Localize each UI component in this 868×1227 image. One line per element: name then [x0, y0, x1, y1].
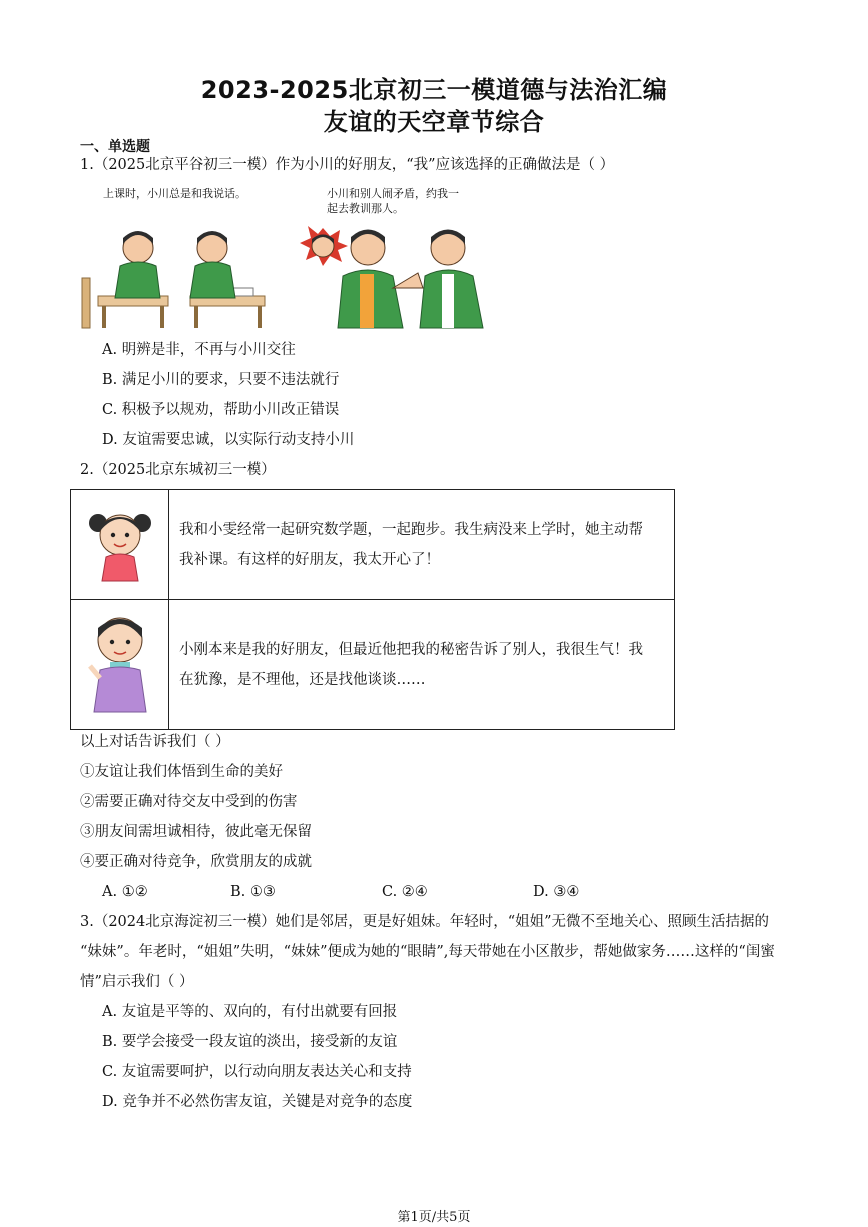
q3-option-c: C. 友谊需要呵护，以行动向朋友表达关心和支持 [102, 1064, 412, 1080]
q1-caption-left: 上课时，小川总是和我说话。 [103, 187, 246, 200]
q1-option-a: A. 明辨是非，不再与小川交往 [102, 342, 296, 358]
q2-choice-a: A. ①② [102, 884, 148, 900]
boy-avatar-icon [82, 608, 158, 718]
q2-item-1: ①友谊让我们体悟到生命的美好 [80, 764, 283, 780]
q2-item-3: ③朋友间需坦诚相待，彼此毫无保留 [80, 824, 312, 840]
girl-avatar-cell [71, 490, 169, 600]
question-3-line2: “妹妹”。年老时，“姐姐”失明，“妹妹”便成为她的“眼睛”,每天带她在小区散步，帮她做家务……这样的“闺蜜 [80, 944, 775, 960]
dialog-table [70, 489, 675, 730]
question-3-line1: 3.（2024北京海淀初三一模）她们是邻居，更是好姐妹。年轻时，“姐姐”无微不至地关心、照顾生活拮据的 [80, 914, 770, 930]
q3-option-d: D. 竞争并不必然伤害友谊，关键是对竞争的态度 [102, 1094, 413, 1110]
dialog-row-boy [71, 600, 675, 730]
q1-option-b: B. 满足小川的要求，只要不违法就行 [102, 372, 340, 388]
q3-option-b: B. 要学会接受一段友谊的淡出，接受新的友谊 [102, 1034, 398, 1050]
question-2-stem: 2.（2025北京东城初三一模） [80, 462, 276, 478]
page-number: 第1页/共5页 [397, 1210, 471, 1225]
q2-choice-c: C. ②④ [382, 884, 428, 900]
conflict-illustration [298, 218, 493, 330]
q1-caption-right-2: 起去教训那人。 [327, 202, 404, 215]
girl-dialog-line1: 我和小雯经常一起研究数学题，一起跑步。我生病没来上学时，她主动帮 [179, 521, 643, 538]
q3-option-a: A. 友谊是平等的、双向的，有付出就要有回报 [102, 1004, 398, 1020]
document-title-line2: 友谊的天空章节综合 [323, 108, 545, 136]
boy-dialog-line2: 在犹豫，是不理他，还是找他谈谈…… [179, 671, 426, 688]
dialog-row-girl [71, 490, 675, 600]
classroom-illustration [80, 218, 272, 330]
q1-option-d: D. 友谊需要忠诚，以实际行动支持小川 [102, 432, 355, 448]
q1-option-c: C. 积极予以规劝，帮助小川改正错误 [102, 402, 340, 418]
q2-choice-d: D. ③④ [533, 884, 580, 900]
boy-dialog-cell [169, 600, 675, 730]
document-title-line1: 2023-2025北京初三一模道德与法治汇编 [200, 76, 668, 104]
boy-avatar-cell [71, 600, 169, 730]
question-3-line3: 情”启示我们（ ） [80, 974, 194, 990]
question-1-stem: 1.（2025北京平谷初三一模）作为小川的好朋友，“我”应该选择的正确做法是（ ） [80, 157, 615, 173]
q2-item-2: ②需要正确对待交友中受到的伤害 [80, 794, 298, 810]
q2-prompt: 以上对话告诉我们（ ） [80, 734, 230, 750]
q2-item-4: ④要正确对待竞争，欣赏朋友的成就 [80, 854, 312, 870]
section-heading: 一、单选题 [80, 139, 150, 155]
girl-dialog-cell [169, 490, 675, 600]
girl-avatar-icon [82, 501, 158, 585]
boy-dialog-line1: 小刚本来是我的好朋友，但最近他把我的秘密告诉了别人，我很生气！我 [179, 641, 643, 658]
q1-caption-right-1: 小川和别人闹矛盾，约我一 [327, 187, 459, 200]
q2-choice-b: B. ①③ [230, 884, 276, 900]
girl-dialog-line2: 我补课。有这样的好朋友，我太开心了！ [179, 551, 440, 568]
